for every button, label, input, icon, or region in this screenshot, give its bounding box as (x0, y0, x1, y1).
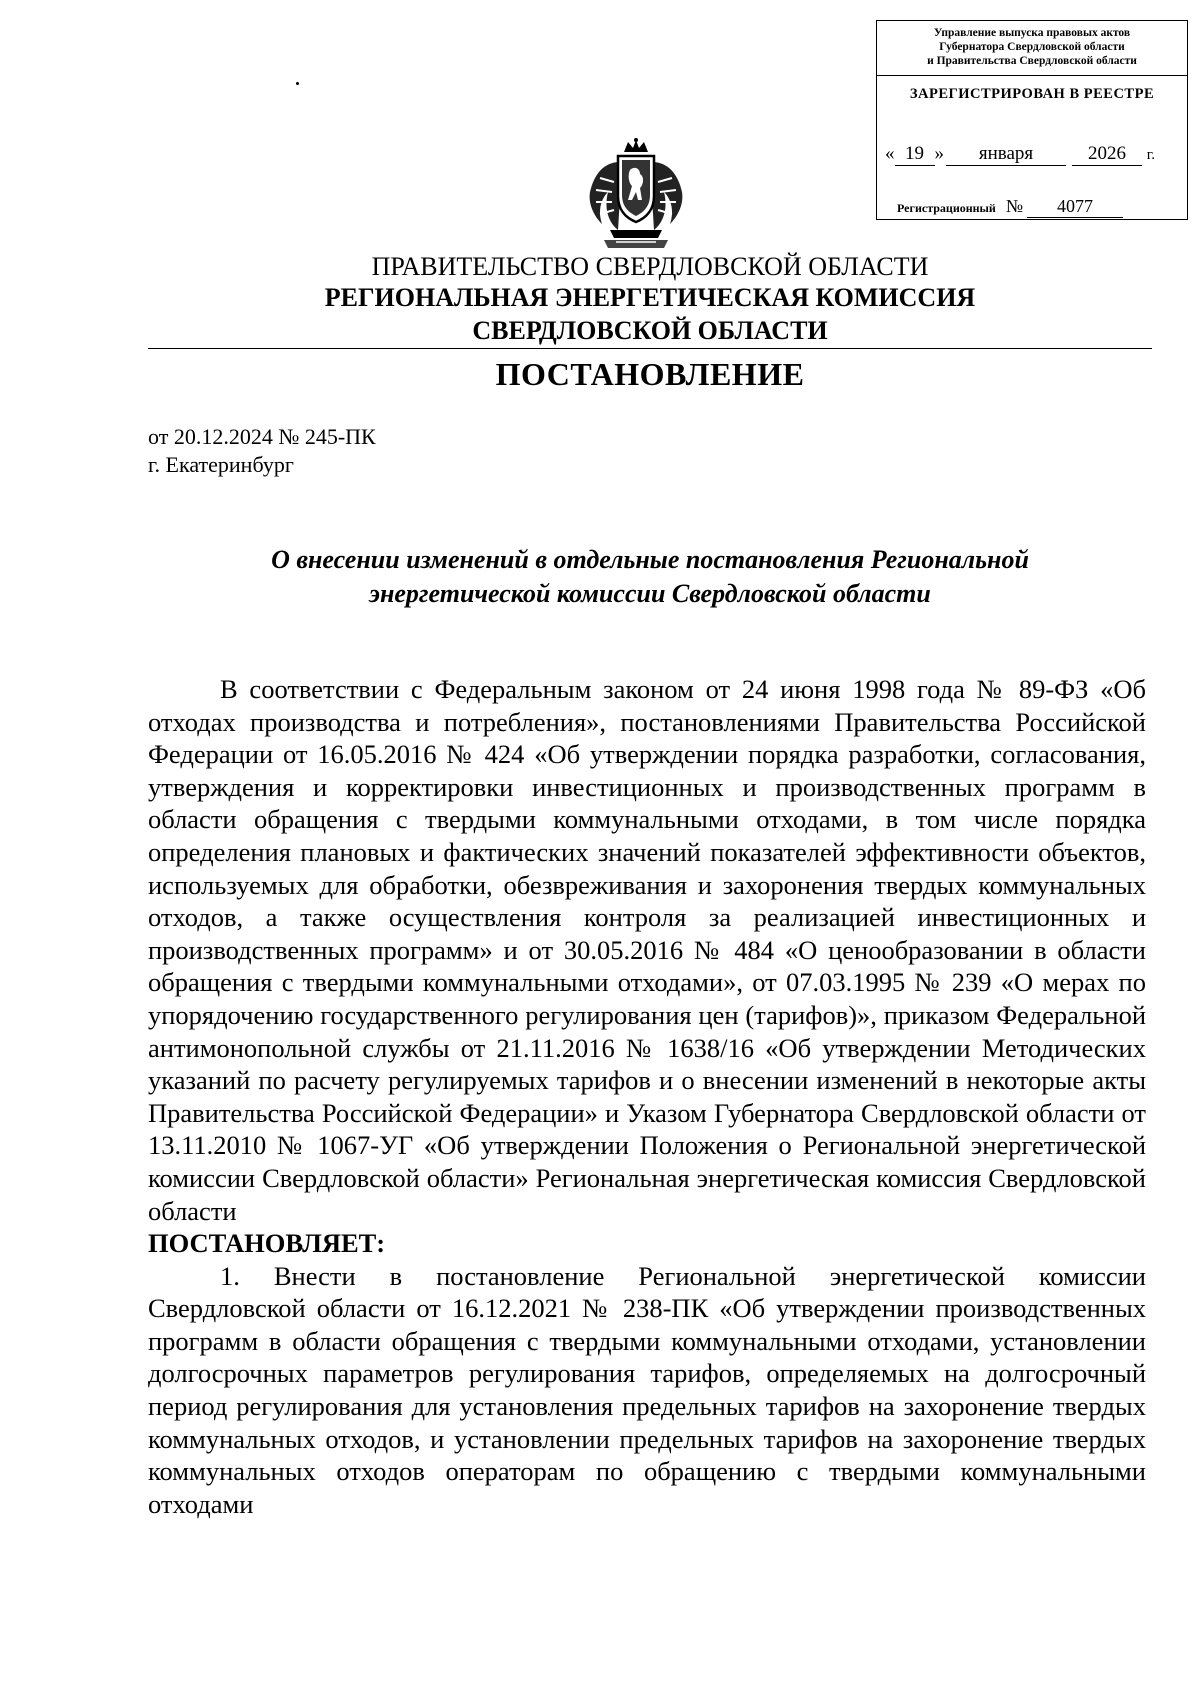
stamp-registered-label: ЗАРЕГИСТРИРОВАН В РЕЕСТРЕ (909, 86, 1155, 102)
stamp-quote-close: » (934, 143, 944, 164)
stamp-issuer-line: Управление выпуска правовых актов (933, 27, 1131, 39)
stamp-reg-number-value: 4077 (1027, 196, 1123, 218)
document-date-number: от 20.12.2024 № 245-ПК (148, 424, 376, 449)
stamp-number-sign: № (1005, 196, 1024, 216)
stamp-day: 19 (895, 143, 935, 166)
stamp-reg-number-label: Регистрационный (897, 201, 996, 215)
stamp-date (885, 143, 1185, 166)
preamble-paragraph: В соответствии с Федеральным законом от 24 июня 1998 года № 89-ФЗ «Об отходах производства и потребления», постановлениями Правительства Российской Федерации от 16.05.2016 № 424 «Об утверждении порядка разработки, согласования, утверждения и корректировки инвестиционных и производственных программ в области обращения с твердыми коммунальными отходами, в том числе порядка определения плановых и фактических значений показателей эффективности объектов, используемых для обработки, обезвреживания и захоронения твердых коммунальных отходов, а также осуществления контроля за реализацией инвестиционных и производственных программ» и от 30.05.2016 № 484 «О ценообразовании в области обращения с твердыми коммунальными отходами», от 07.03.1995 № 239 «О мерах по упорядочению государственного регулирования цен (тарифов)», приказом Федеральной антимонопольной службы от 21.11.2016 № 1638/16 «Об утверждении Методических указаний по расчету регулируемых тарифов и о внесении изменений в некоторые акты Правительства Российской Федерации» и Указом Губернатора Свердловской области от 13.11.2010 № 1067-УГ «Об утверждении Положения о Региональной энергетической комиссии Свердловской области» Региональная энергетическая комиссия Свердловской области (148, 674, 1146, 1226)
stamp-reg-number (897, 196, 1187, 218)
item-1-paragraph: 1. Внести в постановление Региональной энергетической комиссии Свердловской области от 16.12.2021 № 238-ПК «Об утверждении производственных программ в области обращения с твердыми коммунальными отходами, установлении долгосрочных параметров регулирования тарифов, определяемых на долгосрочный период регулирования для установления предельных тарифов на захоронение твердых коммунальных отходов, и установлении предельных тарифов на захоронение твердых коммунальных отходов операторам по обращению с твердыми коммунальными отходами (148, 1260, 1146, 1519)
stamp-issuer-line: Губернатора Свердловской области (939, 41, 1125, 53)
decree-heading: ПОСТАНОВЛЯЕТ: (148, 1228, 386, 1259)
commission-name-line1: РЕГИОНАЛЬНАЯ ЭНЕРГЕТИЧЕСКАЯ КОМИССИЯ (324, 283, 976, 312)
registration-stamp (876, 20, 1188, 220)
government-name: ПРАВИТЕЛЬСТВО СВЕРДЛОВСКОЙ ОБЛАСТИ (371, 252, 929, 281)
commission-name-line2: СВЕРДЛОВСКОЙ ОБЛАСТИ (472, 316, 828, 345)
stamp-year: 2026 (1072, 143, 1142, 166)
stamp-issuer (877, 21, 1187, 76)
stamp-quote-open: « (885, 143, 895, 164)
document-city: г. Екатеринбург (148, 452, 294, 477)
document-title-line: О внесении изменений в отдельные постановления Региональной (271, 545, 1029, 574)
header-divider (148, 348, 1152, 349)
document-type: ПОСТАНОВЛЕНИЕ (495, 356, 805, 392)
document-title (148, 543, 1152, 611)
stamp-issuer-line: и Правительства Свердловской области (927, 55, 1137, 67)
document-title-line: энергетической комиссии Свердловской области (369, 579, 931, 608)
speck (296, 82, 299, 85)
stamp-month: января (946, 143, 1066, 166)
coat-of-arms-icon (580, 138, 692, 250)
stamp-year-suffix: г. (1146, 147, 1155, 163)
document-body (148, 673, 1146, 1520)
